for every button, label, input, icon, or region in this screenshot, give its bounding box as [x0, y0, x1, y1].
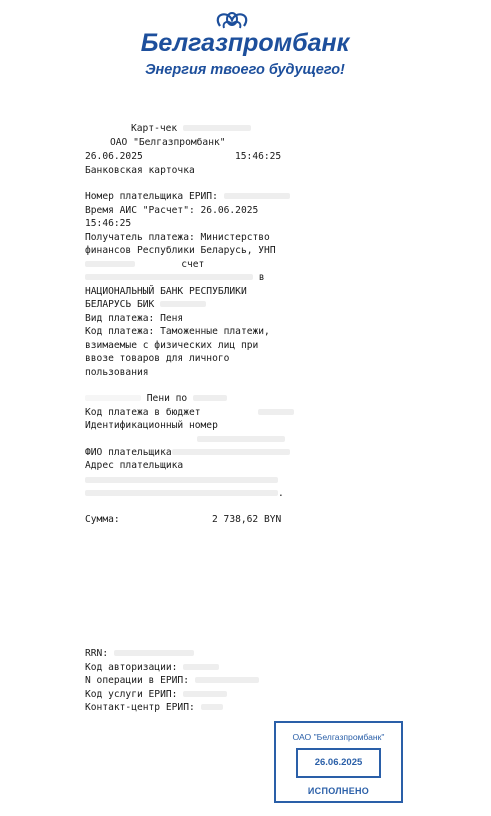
bank-line-2: БЕЛАРУСЬ БИК	[85, 298, 206, 311]
bank-line-1: НАЦИОНАЛЬНЫЙ БАНК РЕСПУБЛИКИ	[85, 286, 247, 297]
redacted	[197, 436, 285, 442]
redacted	[201, 704, 223, 710]
stamp-date: 26.06.2025	[296, 748, 381, 778]
address-line-2: .	[85, 487, 284, 500]
logo-emblem-icon	[218, 13, 246, 28]
redacted	[172, 449, 290, 455]
card-type: Банковская карточка	[85, 165, 195, 176]
recipient-line-2: финансов Республики Беларусь, УНП	[85, 245, 276, 256]
receipt-header: Карт-чек	[131, 122, 251, 135]
budget-code: Код платежа в бюджет	[85, 406, 294, 419]
contact-center: Контакт-центр ЕРИП:	[85, 701, 223, 714]
executed-stamp	[274, 721, 403, 803]
logo-name: Белгазпромбанк	[140, 29, 350, 57]
erip-operation: N операции в ЕРИП:	[85, 674, 259, 687]
payer-fio: ФИО плательщика	[85, 446, 290, 459]
id-number-value	[85, 433, 285, 446]
recipient-line-1: Получатель платежа: Министерство	[85, 232, 270, 243]
redacted	[114, 650, 194, 656]
payment-type: Вид платежа: Пеня	[85, 313, 184, 324]
payment-code-2: взимаемые с физических лиц при	[85, 340, 259, 351]
redacted	[183, 664, 219, 670]
redacted	[183, 691, 227, 697]
logo-slogan: Энергия твоего будущего!	[145, 62, 345, 78]
sum-label: Сумма:	[85, 514, 120, 525]
redacted	[85, 477, 278, 483]
redacted	[258, 409, 294, 415]
bank-logo	[120, 8, 370, 78]
redacted	[85, 261, 135, 267]
account-line: счет	[85, 258, 204, 271]
redacted	[160, 301, 206, 307]
payment-code-3: ввозе товаров для личного	[85, 353, 230, 364]
rrn: RRN:	[85, 647, 194, 660]
redacted	[193, 395, 227, 401]
redacted	[183, 125, 251, 131]
redacted	[195, 677, 259, 683]
id-number: Идентификационный номер	[85, 420, 218, 431]
erip-service-code: Код услуги ЕРИП:	[85, 688, 227, 701]
ais-time: 15:46:25	[85, 218, 132, 229]
redacted	[85, 490, 278, 496]
redacted	[85, 274, 253, 280]
sum-value: 2 738,62 BYN	[212, 514, 282, 525]
payment-code-1: Код платежа: Таможенные платежи,	[85, 326, 270, 337]
redacted	[85, 395, 141, 401]
receipt	[85, 122, 295, 713]
receipt-date: 26.06.2025	[85, 151, 143, 162]
stamp-title: ОАО "Белгазпромбанк"	[292, 732, 385, 742]
redacted	[224, 193, 290, 199]
stamp-status: ИСПОЛНЕНО	[307, 786, 370, 796]
auth-code: Код авторизации:	[85, 661, 219, 674]
address-line-1	[85, 474, 278, 487]
account-number-line: в	[85, 271, 265, 284]
payer-address: Адрес плательщика	[85, 460, 184, 471]
penalty-line: Пени по	[85, 392, 227, 405]
ais-time-label: Время АИС "Расчет": 26.06.2025	[85, 205, 259, 216]
payment-code-4: пользования	[85, 367, 149, 378]
receipt-time: 15:46:25	[235, 151, 282, 162]
bank-name: ОАО "Белгазпромбанк"	[110, 137, 226, 148]
erip-payer: Номер плательщика ЕРИП:	[85, 190, 290, 203]
